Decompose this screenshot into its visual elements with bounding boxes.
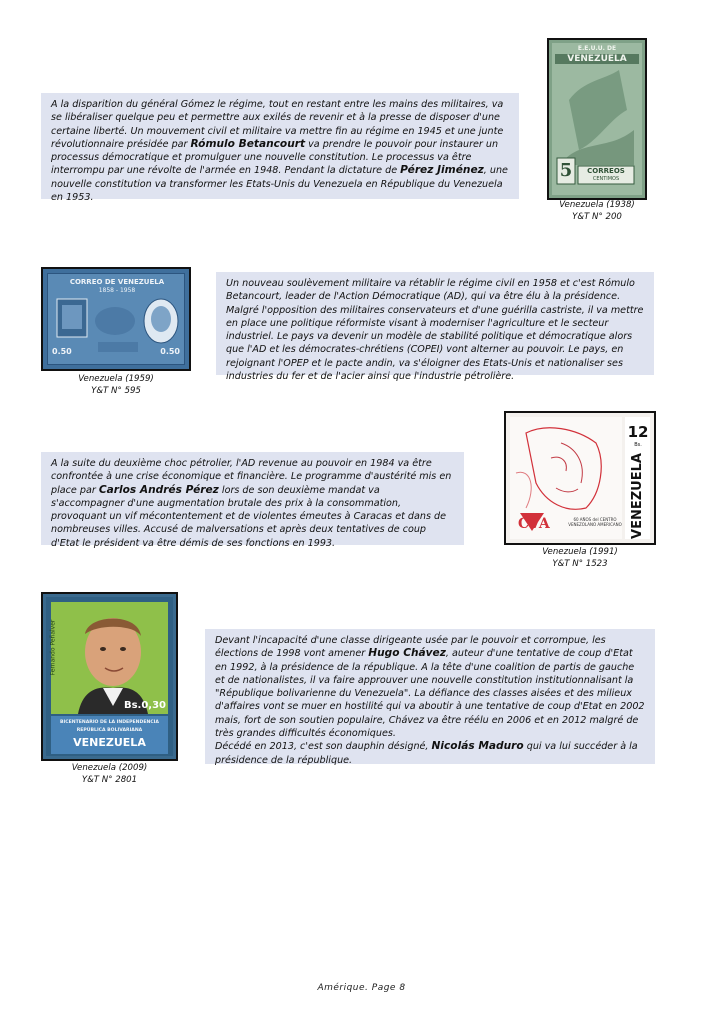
text-block-3 bbox=[41, 452, 464, 549]
stamp-1938 bbox=[547, 38, 647, 200]
stamp-1991-currency: Bs. bbox=[634, 442, 642, 448]
page-footer: Amérique. Page 8 bbox=[317, 983, 406, 993]
stamp-1991-caption bbox=[504, 546, 656, 570]
stamp-2009-artwork bbox=[43, 594, 176, 759]
stamp-1938-caption-catalog: Y&T N° 200 bbox=[572, 212, 622, 222]
stamp-1991-subtitle: 60 AÑOS del CENTRO VENEZOLANO AMERICANO bbox=[568, 517, 622, 527]
text-3b: lors de son deuxième mandat va s'accompagner d'une augmentation brutale des prix à la consommation, provoquant un vif mécontentement et de violentes émeutes à Caracas et dans de nombreuses villes. Accusé de malversations et après deux tentatives de coup d'Etat le président va être démis de ses fonctions en 1993. bbox=[51, 484, 446, 549]
text-4b: , auteur d'une tentative de coup d'Etat en 1992, à la présidence de la république. A la tête d'une coalition de partis de gauche et de nationalistes, il va faire approuver une nouvelle constitution institutionnalisant la "République bolivarienne du Venezuela". La défiance des classes aisées et des milieux d'affaires vont se muer en hostilité qui va aboutir à une tentative de coup d'Etat en 2002 mais, fort de son soutien populaire, Chávez va être réélu en 2006 et en 2012 malgré de très grandes difficultés économiques. bbox=[215, 648, 645, 740]
stamp-1991 bbox=[504, 411, 656, 545]
name-nicolas-maduro: Nicolás Maduro bbox=[431, 740, 524, 753]
stamp-2009-value: Bs.0,30 bbox=[123, 700, 166, 711]
name-perez-jimenez: Pérez Jiménez bbox=[400, 164, 484, 177]
stamp-2009-caption bbox=[41, 762, 178, 786]
stamp-2009-caption-catalog: Y&T N° 2801 bbox=[81, 775, 138, 785]
stamp-1938-caption bbox=[545, 199, 649, 223]
stamp-1959-value-right: 0.50 bbox=[160, 347, 180, 356]
stamp-1938-country: VENEZUELA bbox=[555, 54, 639, 64]
text-2: Un nouveau soulèvement militaire va rétablir le régime civil en 1958 et c'est Rómulo Betancourt, leader de l'Action Démocratique (AD), qui va être élu à la présidence. Malgré l'opposition des militaires conservateurs et d'une guérilla castriste, il va mettre en place une politique réformiste visant à moderniser l'agriculture et le secteur industriel. Le pays va devenir un modèle de stabilité politique et démocratique alors que l'AD et les démocrates-chrétiens (COPEI) vont alterner au pouvoir. Le pays, en rejoignant l'OPEP et le pacte andin, va s'éloigner des Etats-Unis et nationaliser ses industries du fer et de l'acier ainsi que l'industrie pétrolière. bbox=[226, 278, 644, 383]
stamp-2009-portrait-name: Fernando Peñalver bbox=[49, 619, 57, 676]
stamp-1938-top-text: E.E.U.U. DE bbox=[577, 45, 617, 52]
stamp-1959-header: CORREO DE VENEZUELA bbox=[69, 278, 165, 286]
stamp-1938-caption-year: Venezuela (1938) bbox=[559, 200, 635, 210]
stamp-1991-logo: CVA bbox=[518, 516, 550, 532]
stamp-1959 bbox=[41, 267, 191, 371]
stamp-2009 bbox=[41, 592, 178, 761]
stamp-1938-value-label: CORREOS bbox=[587, 167, 625, 175]
text-1a: A la disparition du général Gómez le régime, tout en restant entre les mains des militaires, va se libéraliser quelque peu et permettre aux exilés de revenir et à la presse de disposer d'une certaine liberté. Un mouvement civil et militaire va mettre fin au régime en 1945 et une junte révolutionnaire présidée par bbox=[51, 99, 504, 150]
stamp-2009-caption-year: Venezuela (2009) bbox=[71, 763, 148, 773]
text-4a: Devant l'incapacité d'une classe dirigeante usée par le pouvoir et corrompue, les élections de 1998 vont amener bbox=[215, 635, 606, 660]
stamp-1991-value: 12 bbox=[627, 423, 649, 441]
text-block-2 bbox=[216, 272, 654, 383]
name-hugo-chavez: Hugo Chávez bbox=[368, 647, 446, 660]
stamp-2009-banner-1: BICENTENARIO DE LA INDEPENDENCIA bbox=[60, 720, 159, 725]
stamp-1938-value: 5 bbox=[559, 160, 573, 181]
text-4c: Décédé en 2013, c'est son dauphin désigné, bbox=[215, 741, 432, 753]
stamp-1959-years: 1858 - 1958 bbox=[98, 287, 136, 294]
stamp-1991-caption-catalog: Y&T N° 1523 bbox=[552, 559, 608, 569]
stamp-1991-country: VENEZUELA bbox=[630, 453, 645, 539]
stamp-1938-currency: CENTIMOS bbox=[592, 176, 620, 182]
stamp-1959-value-left: 0.50 bbox=[52, 347, 72, 356]
stamp-2009-banner-2: REPÚBLICA BOLIVARIANA bbox=[76, 728, 143, 733]
text-block-1 bbox=[41, 93, 519, 204]
stamp-1991-caption-year: Venezuela (1991) bbox=[542, 547, 618, 557]
text-4d: qui va lui succéder à la présidence de la république. bbox=[215, 741, 638, 766]
stamp-1959-caption bbox=[41, 373, 191, 397]
text-1c: , une nouvelle constitution va transformer les Etats-Unis du Venezuela en République du Venezuela en 1953. bbox=[51, 165, 508, 204]
text-3a: A la suite du deuxième choc pétrolier, l'AD revenue au pouvoir en 1984 va être confrontée à une crise économique et financière. Le programme d'austérité mis en place par bbox=[51, 458, 452, 496]
stamp-1959-caption-year: Venezuela (1959) bbox=[78, 374, 154, 384]
name-romulo-betancourt: Rómulo Betancourt bbox=[190, 137, 306, 150]
name-carlos-andres-perez: Carlos Andrés Pérez bbox=[98, 483, 219, 496]
stamp-1959-caption-catalog: Y&T N° 595 bbox=[91, 386, 141, 396]
text-1b: va prendre le pouvoir pour instaurer un processus démocratique et promulguer une nouvelle constitution. Le processus va être interrompu par une révolte de l'armée en 1948. Pendant la dictature de bbox=[51, 138, 499, 177]
text-block-4 bbox=[205, 629, 655, 764]
stamp-2009-country: VENEZUELA bbox=[73, 736, 146, 749]
